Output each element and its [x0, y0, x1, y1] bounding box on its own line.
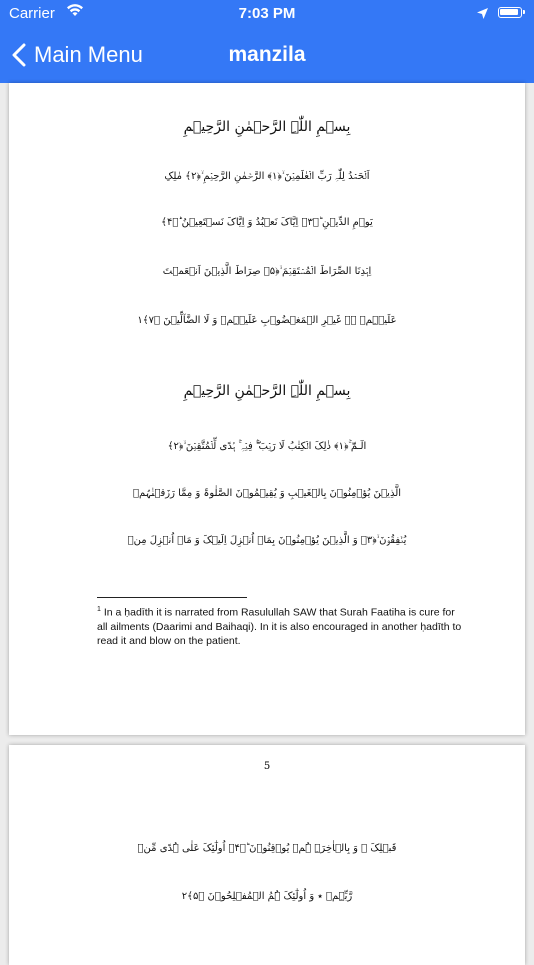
page-number: 5 — [263, 761, 271, 772]
verse-line: الَّذِیۡنَ یُؤۡمِنُوۡنَ بِالۡغَیۡبِ وَ یُقِیۡمُوۡنَ الصَّلٰوۃَ وَ مِمَّا رَزَقۡنٰہُمۡ — [132, 488, 402, 499]
verse-line: اَلۡحَمۡدُ لِلّٰہِ رَبِّ الۡعٰلَمِیۡنَ ۙ﴿۱﴾ الرَّحۡمٰنِ الرَّحِیۡمِ ۙ﴿۲﴾ مٰلِکِ — [164, 171, 370, 182]
status-bar — [0, 0, 534, 28]
footnote-marker: 1 — [97, 606, 101, 613]
bismillah-heading: بِسۡمِ اللّٰہِ الرَّحۡمٰنِ الرَّحِیۡمِ — [183, 119, 351, 135]
verse-line: اِہۡدِنَا الصِّرَاطَ الۡمُسۡتَقِیۡمَ ۙ﴿۵﴾ صِرَاطَ الَّذِیۡنَ اَنۡعَمۡتَ — [162, 266, 372, 277]
verse-line: الٓـمّٓ ۚ﴿۱﴾ ذٰلِکَ الۡکِتٰبُ لَا رَیۡبَ ۚۖۛ فِیۡہِ ۚۛ ہُدًی لِّلۡمُتَّقِیۡنَ ۙ﴿۲﴾ — [167, 441, 367, 452]
verse-line: عَلَیۡہِمۡ ۬ۙ غَیۡرِ الۡمَغۡضُوۡبِ عَلَیۡہِمۡ وَ لَا الضَّآلِّیۡنَ ﴿۷﴾١ — [137, 315, 397, 326]
battery-icon — [498, 7, 522, 18]
location-arrow-icon — [476, 6, 489, 24]
footnote-text: In a ḥadīth it is narrated from Rasulullah SAW that Surah Faatiha is cure for all ailments (Daarimi and Baihaqi). In it is also encouraged in another ḥadīth to read it and blow on the patient. — [97, 606, 462, 647]
page-title: manzila — [228, 43, 306, 66]
navigation-bar — [0, 0, 534, 83]
footnote — [97, 603, 467, 648]
verse-line: یَوۡمِ الدِّیۡنِ ؕ﴿۳﴾ اِیَّاکَ نَعۡبُدُ وَ اِیَّاکَ نَسۡتَعِیۡنُ ؕ﴿۴﴾ — [161, 217, 373, 228]
carrier-label: Carrier — [9, 5, 55, 22]
verse-line: قَبۡلِکَ ۚ وَ بِالۡاٰخِرَۃِ ہُمۡ یُوۡقِنُوۡنَ ؕ﴿۴﴾ اُولٰٓئِکَ عَلٰی ہُدًی مِّنۡ — [137, 843, 397, 854]
footnote-divider — [97, 597, 247, 598]
bismillah-heading: بِسۡمِ اللّٰہِ الرَّحۡمٰنِ الرَّحِیۡمِ — [183, 383, 351, 399]
document-page — [9, 745, 525, 965]
verse-line: یُنۡفِقُوۡنَ ۙ﴿۳﴾ وَ الَّذِیۡنَ یُؤۡمِنُوۡنَ بِمَاۤ اُنۡزِلَ اِلَیۡکَ وَ مَاۤ اُنۡزِلَ مِنۡ — [127, 535, 407, 546]
document-page — [9, 83, 525, 735]
clock: 7:03 PM — [238, 5, 296, 22]
verse-line: رَّبِّہِمۡ ٭ وَ اُولٰٓئِکَ ہُمُ الۡمُفۡلِحُوۡنَ ﴿۵﴾٢ — [181, 891, 353, 902]
back-button-label: Main Menu — [34, 42, 143, 67]
